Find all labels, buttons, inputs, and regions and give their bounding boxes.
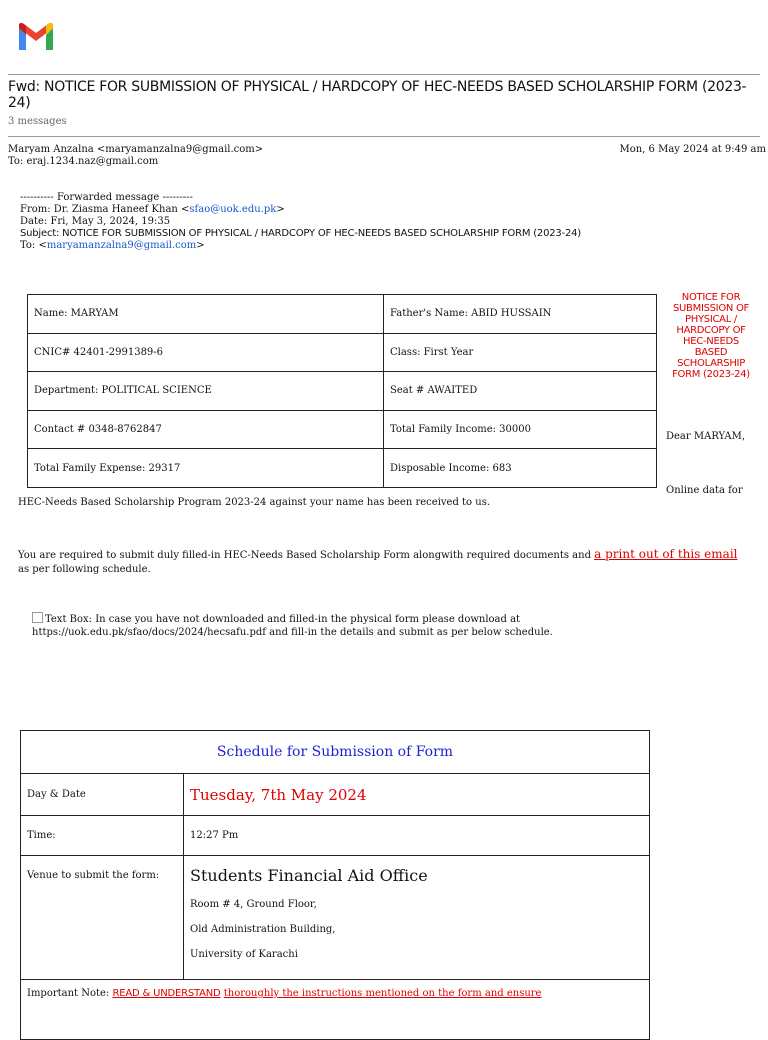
student-info-table [27,294,657,488]
email-subject: Fwd: NOTICE FOR SUBMISSION OF PHYSICAL / HARDCOPY OF HEC-NEEDS BASED SCHOLARSHIP FORM (2023-24) [8,79,747,111]
schedule-table [20,730,650,1040]
note-label: Important Note: [27,988,110,999]
forward-from: From: Dr. Ziasma Haneef Khan <sfao@uok.edu.pk> [20,204,285,215]
venue-details [184,856,650,980]
time-value: 12:27 Pm [184,816,650,856]
venue-line-3: University of Karachi [190,949,298,960]
forwarded-header [20,192,581,252]
text-box-notice: Text Box: In case you have not downloaded and filled-in the physical form please download at https://uok.edu.pk/sfao/docs/2024/hecsafu.pdf and fill-in the details and submit as per below schedule. [32,614,553,638]
gmail-logo-icon[interactable] [16,22,56,52]
time-label: Time: [21,816,184,856]
sender-block [8,144,263,168]
message-count: 3 messages [8,116,67,127]
to-email-link[interactable]: maryamanzalna9@gmail.com [46,240,197,251]
venue-title: Students Financial Aid Office [190,866,428,885]
body-paragraph-1: HEC-Needs Based Scholarship Program 2023-24 against your name has been received to us. [18,497,491,508]
note-highlight: READ & UNDERSTAND [112,988,221,999]
recipient: To: eraj.1234.naz@gmail.com [8,156,159,167]
venue-line-1: Room # 4, Ground Floor, [190,899,317,910]
student-seat: Seat # AWAITED [384,372,657,411]
family-income: Total Family Income: 30000 [384,410,657,449]
day-label: Day & Date [21,774,184,816]
father-name: Father's Name: ABID HUSSAIN [384,295,657,334]
forward-date: Date: Fri, May 3, 2024, 19:35 [20,216,171,227]
body-paragraph-2: You are required to submit duly filled-in HEC-Needs Based Scholarship Form alongwith required documents and a print out of this email as per following schedule. [18,547,738,575]
important-note [21,980,650,1040]
note-text: thoroughly the instructions mentioned on the form and ensure [223,988,542,999]
thread-divider [8,136,760,137]
print-email-highlight: a print out of this email [594,547,738,561]
student-department: Department: POLITICAL SCIENCE [28,372,384,411]
student-contact: Contact # 0348-8762847 [28,410,384,449]
header-divider [8,74,760,75]
greeting: Dear MARYAM, [666,431,746,442]
student-cnic: CNIC# 42401-2991389-6 [28,333,384,372]
day-value: Tuesday, 7th May 2024 [184,774,650,816]
email-date: Mon, 6 May 2024 at 9:49 am [619,144,766,155]
forward-to: To: <maryamanzalna9@gmail.com> [20,240,205,251]
online-data-text: Online data for [666,485,743,496]
from-email-link[interactable]: sfao@uok.edu.pk [189,204,277,215]
side-notice-title: NOTICE FOR SUBMISSION OF PHYSICAL / HARDCOPY OF HEC-NEEDS BASED SCHOLARSHIP FORM (2023-24) [672,292,750,380]
venue-line-2: Old Administration Building, [190,924,336,935]
family-expense: Total Family Expense: 29317 [28,449,384,488]
forward-label: ---------- Forwarded message --------- [20,192,193,203]
venue-label: Venue to submit the form: [21,856,184,980]
forward-subject: Subject: NOTICE FOR SUBMISSION OF PHYSICAL / HARDCOPY OF HEC-NEEDS BASED SCHOLARSHIP FORM (2023-24) [20,228,582,239]
student-name: Name: MARYAM [28,295,384,334]
disposable-income: Disposable Income: 683 [384,449,657,488]
sender: Maryam Anzalna <maryamanzalna9@gmail.com> [8,144,264,155]
student-class: Class: First Year [384,333,657,372]
broken-image-icon [32,612,43,623]
schedule-title: Schedule for Submission of Form [21,731,650,774]
